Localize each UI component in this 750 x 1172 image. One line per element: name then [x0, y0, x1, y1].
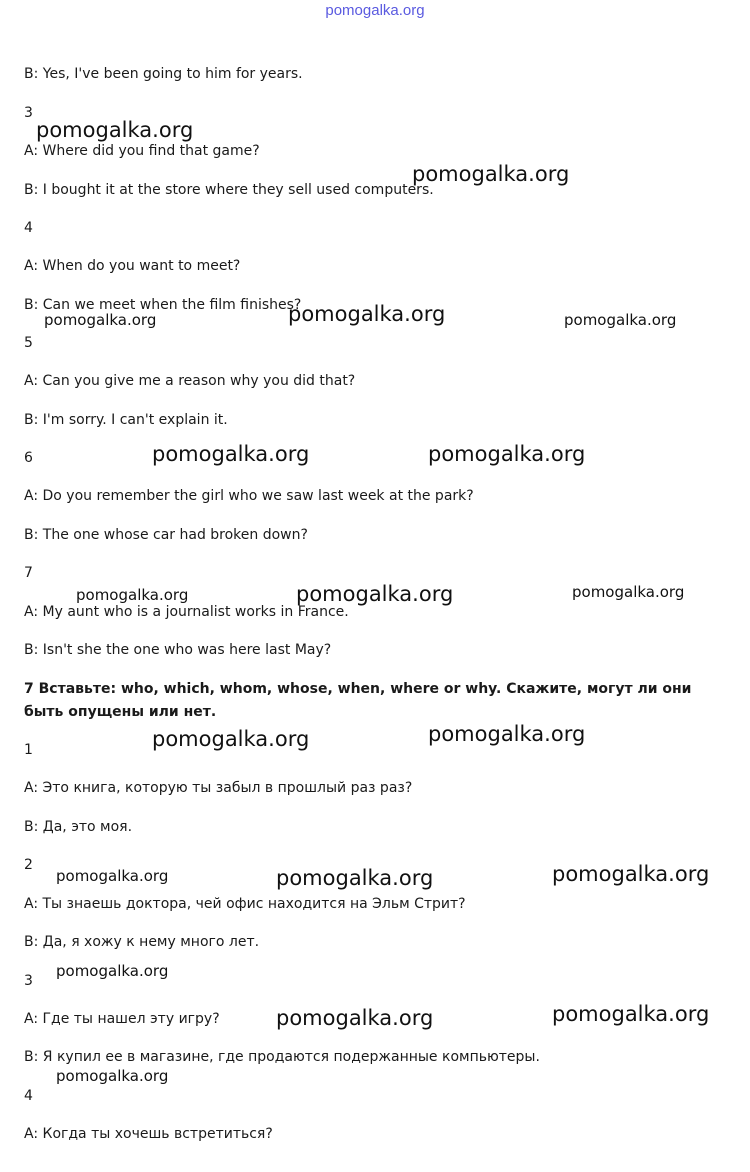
watermark: pomogalka.org [152, 727, 310, 751]
watermark: pomogalka.org [152, 442, 310, 466]
dialogue-line: A: Can you give me a reason why you did that? [24, 373, 356, 389]
dialogue-line: A: Где ты нашел эту игру? [24, 1011, 220, 1027]
item-number: 2 [24, 857, 33, 873]
watermark: pomogalka.org [276, 1006, 434, 1030]
item-number: 3 [24, 105, 33, 121]
watermark: pomogalka.org [36, 118, 194, 142]
dialogue-line: A: Это книга, которую ты забыл в прошлый раз раз? [24, 780, 413, 796]
site-header-link[interactable]: pomogalka.org [325, 2, 425, 19]
watermark: pomogalka.org [428, 722, 586, 746]
watermark: pomogalka.org [412, 162, 570, 186]
dialogue-line: A: Ты знаешь доктора, чей офис находится на Эльм Стрит? [24, 896, 466, 912]
watermark: pomogalka.org [44, 311, 157, 329]
dialogue-line: B: I'm sorry. I can't explain it. [24, 412, 228, 428]
watermark: pomogalka.org [564, 311, 677, 329]
dialogue-line: A: My aunt who is a journalist works in France. [24, 604, 349, 620]
dialogue-line: B: Да, я хожу к нему много лет. [24, 934, 260, 950]
watermark: pomogalka.org [288, 302, 446, 326]
item-number: 3 [24, 973, 33, 989]
dialogue-line: B: The one whose car had broken down? [24, 527, 308, 543]
dialogue-line: B: Yes, I've been going to him for years. [24, 66, 303, 82]
watermark: pomogalka.org [56, 1067, 169, 1085]
watermark: pomogalka.org [276, 866, 434, 890]
exercise-heading: 7 Вставьте: who, which, whom, whose, when, where or why. Скажите, могут ли они быть опущены или нет. [24, 681, 692, 720]
watermark: pomogalka.org [56, 962, 169, 980]
item-number: 7 [24, 565, 33, 581]
dialogue-line: A: Do you remember the girl who we saw last week at the park? [24, 488, 474, 504]
watermark: pomogalka.org [76, 586, 189, 604]
item-number: 4 [24, 1088, 33, 1104]
item-number: 4 [24, 220, 33, 236]
dialogue-line: A: Когда ты хочешь встретиться? [24, 1126, 273, 1142]
watermark: pomogalka.org [552, 862, 710, 886]
dialogue-line: A: Where did you find that game? [24, 143, 260, 159]
dialogue-line: B: Can we meet when the film finishes? [24, 297, 302, 313]
item-number: 6 [24, 450, 33, 466]
item-number: 5 [24, 335, 33, 351]
dialogue-line: B: I bought it at the store where they sell used computers. [24, 182, 434, 198]
watermark: pomogalka.org [428, 442, 586, 466]
dialogue-line: B: Да, это моя. [24, 819, 133, 835]
watermark: pomogalka.org [572, 583, 685, 601]
dialogue-line: B: Isn't she the one who was here last May? [24, 642, 332, 658]
dialogue-line: B: Я купил ее в магазине, где продаются подержанные компьютеры. [24, 1049, 540, 1065]
item-number: 1 [24, 742, 33, 758]
watermark: pomogalka.org [552, 1002, 710, 1026]
dialogue-line: A: When do you want to meet? [24, 258, 241, 274]
watermark: pomogalka.org [296, 582, 454, 606]
watermark: pomogalka.org [56, 867, 169, 885]
